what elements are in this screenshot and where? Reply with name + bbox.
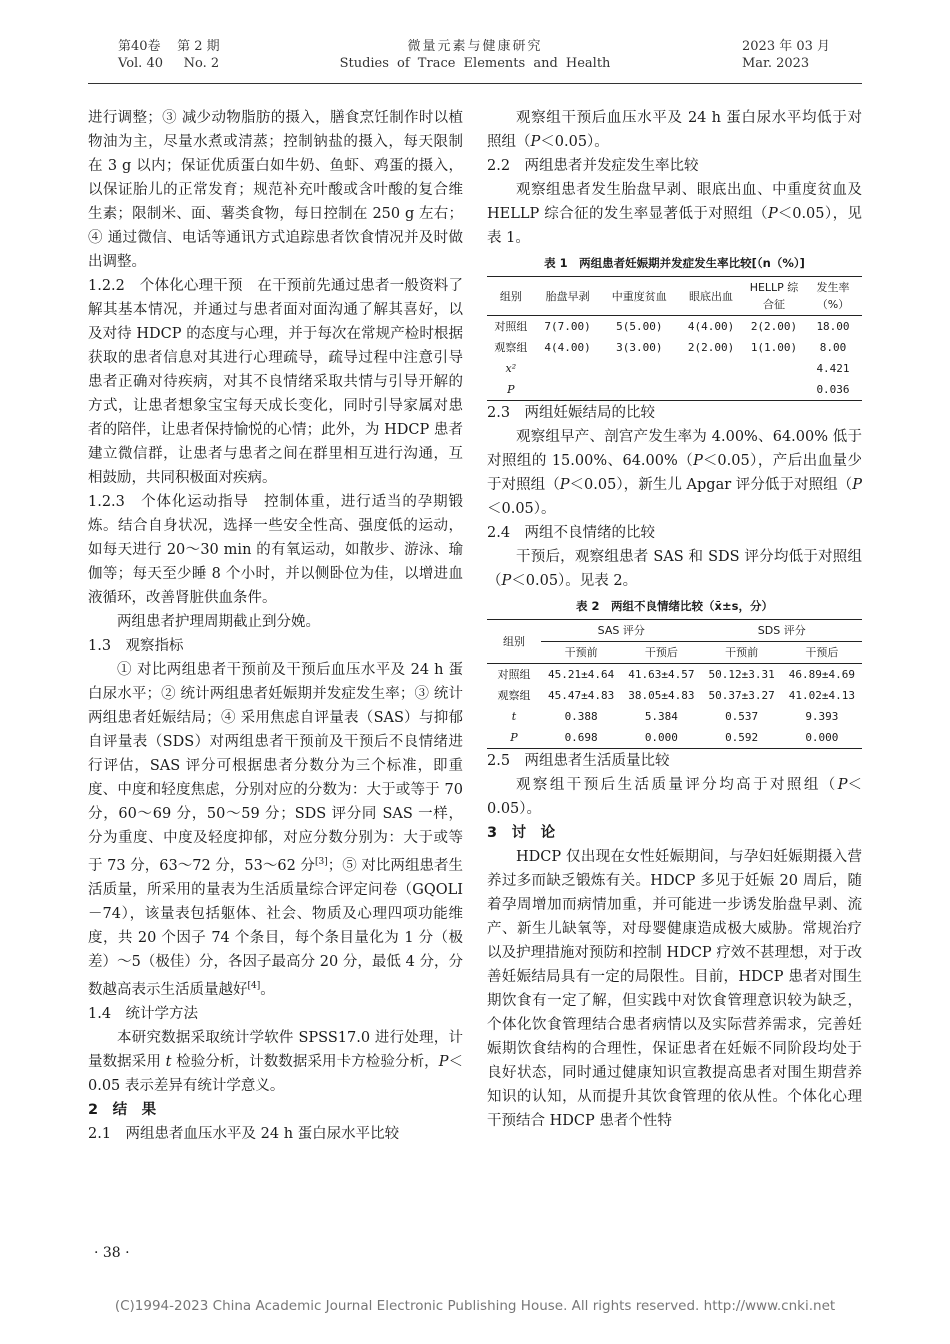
table-header-row [487,620,862,642]
copyright-footer: (C)1994-2023 China Academic Journal Electronic Publishing House. All rights reserved. http://www.cnki.net [114,1298,836,1314]
page-number: · 38 · [94,1245,130,1261]
date-en: Mar. 2023 [742,56,810,71]
paragraph: 进行调整；③ 减少动物脂肪的摄入，膳食烹饪制作时以植物油为主，尽量水煮或清蒸；控制钠盐的摄入，每天限制在 3 g 以内；保证优质蛋白如牛奶、鱼虾、鸡蛋的摄入，以保证胎儿的正常发育；规范补充叶酸或含叶酸的复合维生素；限制米、面、薯类食物，每日控制在 250 g 左右；④ 通过微信、电话等通讯方式追踪患者饮食情况并及时做出调整。 [88,110,463,270]
volume-cn: 第40卷 [118,39,161,54]
table-row: t 0.388 5.384 0.537 9.393 [511,710,839,723]
table-header: SDS 评分 [702,620,863,642]
table-row: P 0.036 [487,379,862,401]
paragraph-discussion: HDCP 仅出现在女性妊娠期间，与孕妇妊娠期摄入营养过多而缺乏锻炼有关。HDCP 多见于妊娠 20 周后，随着孕周增加而病情加重，并可能进一步诱发胎盘早剥、流产、新生儿缺氧等，对母婴健康造成极大威胁。常规治疗以及护理措施对预防和控制 HDCP 疗效不甚理想，对于改善妊娠结局具有一定的局限性。目前，HDCP 患者对围生期饮食有一定了解，但实践中对饮食管理意识较为缺乏，个体化饮食管理结合患者病情以及实际营养需求，完善妊娠期饮食结构的合理性，保证患者在妊娠不同阶段均处于良好状态，同时通过健康知识宣教提高患者对围生期营养知识的认知，从而提升其饮食管理的依从性。个体化心理干预结合 HDCP 患者个性特 [487,849,862,1129]
table-1 [487,276,862,401]
heading-2-3: 2.3 两组妊娠结局的比较 [487,405,656,421]
table-header: SAS 评分 [541,620,702,642]
table-row: 对照组 7(7.00) 5(5.00) 4(4.00) 2(2.00) 18.00 [494,320,850,333]
paragraph: 干预后，观察组患者 SAS 和 SDS 评分均低于对照组（P＜0.05）。见表 2。 [487,549,862,589]
volume-en: Vol. 40 [118,56,163,71]
citation-4: [4] [247,980,261,991]
issue-cn: 第 2 期 [177,39,220,54]
journal-title-cn: 微量元素与健康研究 [407,39,543,54]
paragraph: 观察组患者发生胎盘早剥、眼底出血、中重度贫血及 HELLP 综合征的发生率显著低于对照组（P＜0.05），见表 1。 [487,182,862,246]
table-2-caption: 表 2 两组不良情绪比较（x̄±s，分） [576,599,773,613]
table-header: 干预前 [564,646,598,659]
table-header: 干预后 [805,646,839,659]
table-header: 组别 [487,620,541,664]
section-1-2-2: 1.2.2 个体化心理干预 在干预前先通过患者一般资料了解其基本情况，并通过与患者面对面沟通了解其喜好，以及对待 HDCP 的态度与心理，并于每次在常规产检时根据获取的患者信息对其进行心理疏导，疏导过程中注意引导患者正确对待疾病，对其不良情绪采取共情与引导开解的方式，让患者想象宝宝每天成长变化，同时引导家属对患者的陪伴，让患者保持愉悦的心情；此外，为 HDCP 患者建立微信群，让患者与患者之间在群里相互进行沟通，互相鼓励，共同积极面对疾病。 [88,278,463,486]
paragraph: 观察组干预后血压水平及 24 h 蛋白尿水平均低于对照组（P＜0.05）。 [487,110,862,150]
section-1-2-3: 1.2.3 个体化运动指导 控制体重，进行适当的孕期锻炼。结合自身状况，选择一些安全性高、强度低的运动，如每天进行 20～30 min 的有氧运动，如散步、游泳、瑜伽等；每天至少睡 8 个小时，并以侧卧位为佳，以增进血液循环，改善肾脏供血条件。 [88,494,463,606]
heading-2-1: 2.1 两组患者血压水平及 24 h 蛋白尿水平比较 [88,1125,400,1142]
header-rule [88,83,862,84]
journal-title-en: Studies of Trace Elements and Health [339,56,611,71]
table-row: 观察组 4(4.00) 3(3.00) 2(2.00) 1(1.00) 8.00 [494,341,847,354]
table-row: 对照组 45.21±4.64 41.63±4.57 50.12±3.31 46.89±4.69 [497,668,855,681]
table-row: P 0.698 0.000 0.592 0.000 [487,727,862,749]
table-header: 眼底出血 [689,289,734,303]
table-row: 观察组 45.47±4.83 38.05±4.83 50.37±3.27 41.02±4.13 [497,689,855,702]
table-2 [487,619,862,749]
running-header-right [742,38,830,72]
table-header: 发生率（%） [816,281,850,311]
heading-results: 2 结 果 [88,1101,157,1118]
paragraph: 两组患者护理周期截止到分娩。 [117,614,320,630]
table-header-row [487,277,862,316]
left-column [88,106,463,1146]
date-cn: 2023 年 03 月 [742,39,831,54]
heading-1-4: 1.4 统计学方法 [88,1005,199,1022]
table-1-caption: 表 1 两组患者妊娠期并发症发生率比较[（n（%）] [544,256,805,270]
paragraph: 观察组干预后生活质量评分均高于对照组（P＜0.05）。 [487,777,862,817]
table-header: 组别 [499,289,522,303]
table-header: 胎盘早剥 [545,289,590,303]
paragraph-indicators: ① 对比两组患者干预前及干预后血压水平及 24 h 蛋白尿水平；② 统计两组患者妊娠期并发症发生率；③ 统计两组患者妊娠结局；④ 采用焦虑自评量表（SAS）与抑郁自评量表（SDS）对两组患者干预前及干预后不良情绪进行评估，SAS 评分可根据患者分数分为三个标准，即重度、中度和轻度焦虑，分别对应的分数为：大于或等于 70 分，60～69 分，50～59 分；SDS 评分同 SAS 一样，分为重度、中度及轻度抑郁，对应分数分别为：大于或等于 73 分，63～72 分，53～62 分[3]；⑤ 对比两组患者生活质量，所采用的量表为生活质量综合评定问卷（GQOLI－74），该量表包括躯体、社会、物质及心理四项功能维度，共 20 个因子 74 个条目，每个条目量化为 1 分（极差）～5（极佳）分，各因子最高分 20 分，最低 4 分，分数越高表示生活质量越好[4]。 [88,662,463,998]
paragraph-statistics: 本研究数据采取统计学软件 SPSS17.0 进行处理，计量数据采用 t 检验分析，计数数据采用卡方检验分析，P＜0.05 表示差异有统计学意义。 [88,1029,464,1094]
heading-2-2: 2.2 两组患者并发症发生率比较 [487,158,699,174]
paragraph: 观察组早产、剖宫产发生率为 4.00%、64.00% 低于对照组的 15.00%、64.00%（P＜0.05），产后出血量少于对照组（P＜0.05），新生儿 Apgar 评分低于对照组（P＜0.05）。 [487,429,862,517]
table-row: x² 4.421 [505,362,850,375]
citation-3: [3] [314,857,328,867]
heading-2-5: 2.5 两组患者生活质量比较 [487,753,670,769]
table-header: 干预后 [644,646,678,659]
heading-1-3: 1.3 观察指标 [88,638,184,654]
table-header: 中重度贫血 [611,289,667,303]
table-header: HELLP 综合征 [749,281,799,311]
heading-2-4: 2.4 两组不良情绪的比较 [487,525,656,541]
issue-en: No. 2 [183,56,220,71]
right-column [487,106,862,1133]
table-header: 干预前 [725,646,759,659]
heading-discussion: 3 讨 论 [487,825,556,841]
table-header-row [487,642,862,664]
